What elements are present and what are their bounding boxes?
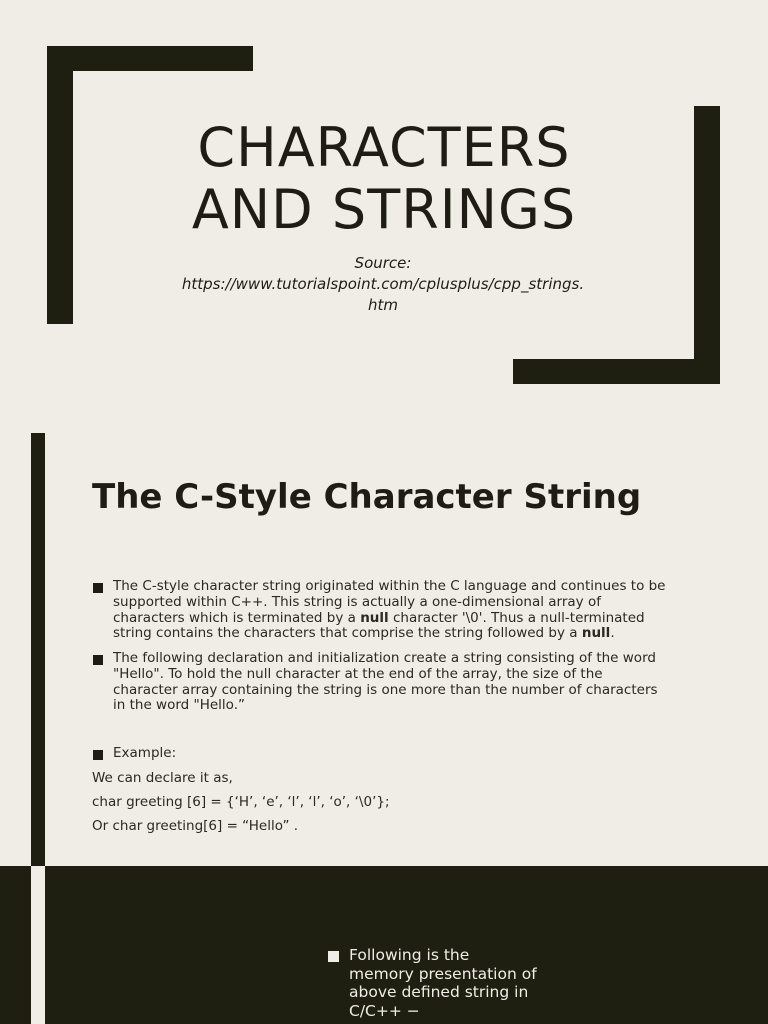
bullet-item — [92, 651, 692, 714]
source-label: Source: — [354, 254, 412, 272]
bullet-item — [92, 579, 692, 642]
slide-heading: The C-Style Character String — [92, 477, 642, 517]
slide-title-line-1: CHARACTERS — [197, 116, 571, 179]
left-light-bar — [31, 866, 45, 1024]
example-line-1: We can declare it as, — [92, 770, 233, 786]
title-slide — [0, 0, 768, 410]
bold-null-term: null — [581, 625, 611, 642]
example-line-3: Or char greeting[6] = “Hello” . — [92, 818, 299, 834]
memory-presentation-slide — [0, 866, 768, 1024]
frame-bottom-right-horizontal — [513, 359, 720, 384]
bold-null-term: null — [360, 609, 389, 626]
bullet-text: Following is the memory presentation of above defined string in C/C++ − — [349, 946, 537, 1020]
left-accent-bar — [31, 433, 45, 866]
square-bullet-icon — [328, 951, 339, 962]
bullet-text: The following declaration and initialization create a string consisting of the word "Hello". To hold the null character at the end of the array, the size of the character array containing the string is one more than the number of characters in the word "Hello.” — [113, 650, 658, 714]
frame-top-left-horizontal — [47, 46, 253, 71]
slide-title-line-2: AND STRINGS — [191, 178, 577, 241]
square-bullet-icon — [93, 583, 103, 593]
c-style-string-slide — [0, 410, 768, 866]
bullet-text: The C-style character string originated within the C language and continues to be supported within C++. This string is actually a one-dimensional array of characters which is terminated by a null character '\0'. Thus a null-terminated string contains the characters that comprise the string followed by a null. — [113, 578, 666, 642]
example-label: Example: — [113, 745, 177, 761]
square-bullet-icon — [93, 655, 103, 665]
square-bullet-icon — [93, 750, 103, 760]
example-bullet — [92, 746, 692, 762]
source-url-line-2: htm — [368, 296, 398, 314]
example-line-2: char greeting [6] = {‘H’, ‘e’, ‘l’, ‘l’, ‘o’, ‘\0’}; — [92, 794, 390, 810]
source-url-line-1: https://www.tutorialspoint.com/cplusplus/cpp_strings. — [181, 275, 585, 293]
bullet-item — [327, 946, 567, 1020]
